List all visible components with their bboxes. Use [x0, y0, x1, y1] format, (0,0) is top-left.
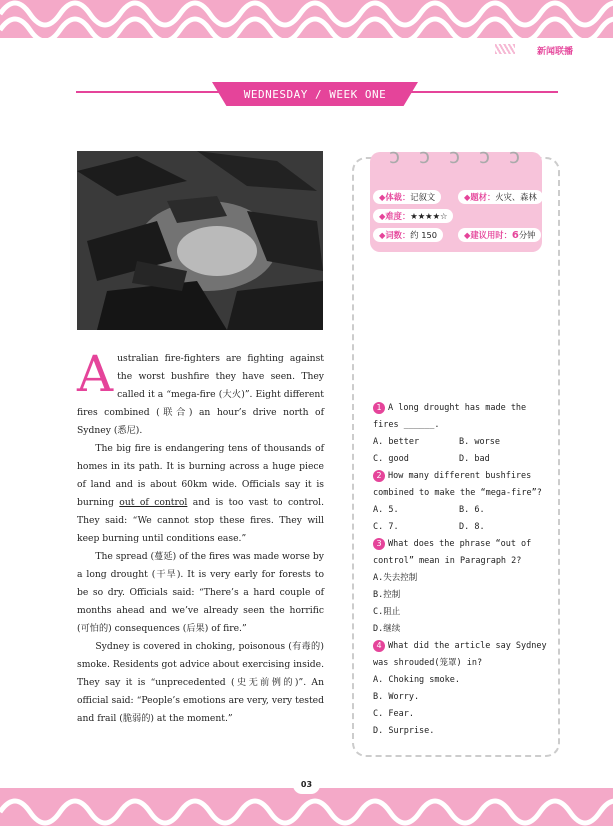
option[interactable]: B. worse — [459, 437, 500, 447]
suggested-time-info: ◆建议用时：6分钟 — [458, 228, 541, 242]
spiral-ring-icon: ↄ — [389, 144, 400, 168]
top-wave-border — [0, 0, 613, 42]
page-number: 03 — [293, 776, 320, 794]
genre-info: ◆体裁：记叙文 — [373, 190, 441, 204]
option[interactable]: B. Worry. — [373, 692, 420, 702]
difficulty-stars: ★★★★☆ — [410, 211, 448, 221]
option[interactable]: D. 8. — [459, 522, 485, 532]
day-label: WEDNESDAY / WEEK ONE — [243, 88, 387, 101]
spiral-ring-icon: ↄ — [479, 144, 490, 168]
option[interactable]: D.继续 — [373, 624, 401, 634]
article-paragraph-1: Australian fire-fighters are fighting against the worst bushfire they have seen. They called it a “mega-fire (大火)”. Eight different fires combined (联合) an hour’s drive north of Sydney (悉尼). — [77, 345, 324, 436]
question-1: 1 A long drought has made the fires ______. — [373, 403, 527, 430]
option[interactable]: B.控制 — [373, 590, 401, 600]
option[interactable]: D. Surprise. — [373, 726, 435, 736]
option[interactable]: C. Fear. — [373, 709, 414, 719]
option[interactable]: C.阻止 — [373, 607, 401, 617]
option[interactable]: A. Choking smoke. — [373, 675, 460, 685]
topic-info: ◆题材：火灾、森林 — [458, 190, 543, 204]
option[interactable]: B. 6. — [459, 505, 485, 515]
question-list — [373, 400, 553, 740]
decorative-stripes — [495, 44, 515, 54]
article-paragraph-2: The big fire is endangering tens of thousands of homes in its path. It is burning across a huge piece of land and is about 60km wide. Officials say it is burning out of control and is too vast to control. They said: “We cannot stop these fires. They will keep burning until conditions ease.” — [77, 443, 325, 544]
question-4: 4 What did the article say Sydney was shrouded(笼罩) in? — [373, 641, 547, 668]
bushfire-photo — [77, 151, 323, 330]
article-paragraph-4: Sydney is covered in choking, poisonous (有毒的) smoke. Residents got advice about exercising inside. They say it is “unprecedented (史无前例的)”. An official said: “People’s emotions are very, very tested and frail (脆弱的) at the moment.” — [77, 641, 324, 724]
question-2: 2 How many different bushfires combined to make the “mega-fire”? — [373, 471, 542, 498]
option[interactable]: D. bad — [459, 454, 490, 464]
option[interactable]: C. 7. — [373, 522, 399, 532]
drop-cap: A — [77, 345, 114, 403]
article-paragraph-3: The spread (蔓延) of the fires was made worse by a long drought (干旱). It is very early for forests to be so dry. Officials said: “There’s a hard couple of months ahead and we’ve already seen the horrific (可怕的) consequences (后果) of fire.” — [77, 551, 324, 634]
spiral-ring-icon: ↄ — [449, 144, 460, 168]
question-1-options — [373, 434, 553, 451]
question-2-options — [373, 502, 553, 519]
option[interactable]: A. better — [373, 437, 420, 447]
question-3: 3 What does the phrase “out of control” mean in Paragraph 2? — [373, 539, 532, 566]
difficulty-info: ◆难度：★★★★☆ — [373, 209, 453, 223]
option[interactable]: A.失去控制 — [373, 573, 418, 583]
option[interactable]: A. 5. — [373, 505, 399, 515]
word-count-info: ◆词数：约 150 — [373, 228, 443, 242]
spiral-ring-icon: ↄ — [419, 144, 430, 168]
option[interactable]: C. good — [373, 454, 409, 464]
spiral-ring-icon: ↄ — [509, 144, 520, 168]
article-body — [77, 345, 325, 728]
section-tag: 新闻联播 — [536, 47, 573, 57]
underlined-phrase: out of control — [119, 497, 188, 508]
